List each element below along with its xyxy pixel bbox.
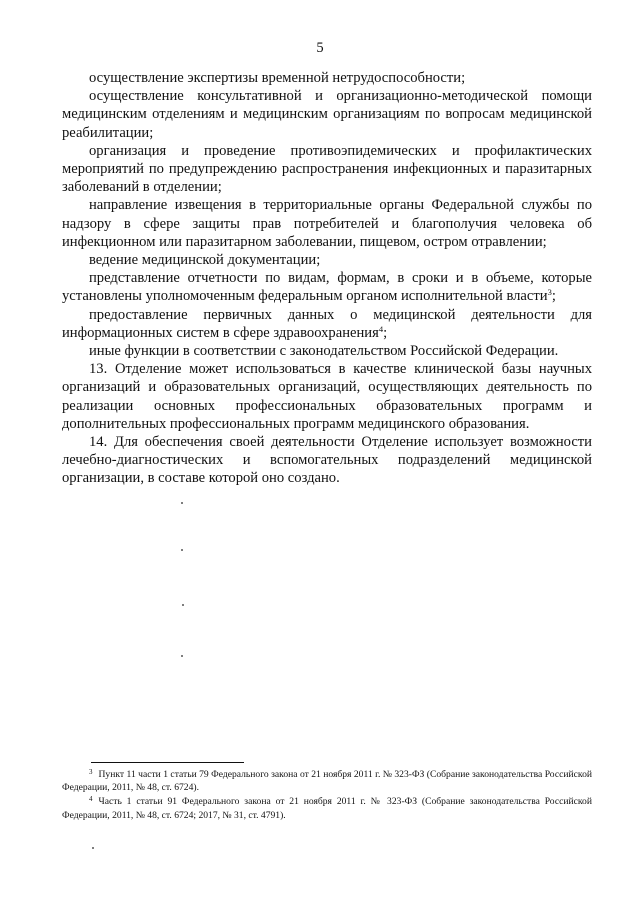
scan-speck bbox=[181, 655, 183, 657]
paragraph-notification-direction bbox=[62, 196, 592, 251]
paragraph-text: ведение медицинской документации; bbox=[89, 252, 321, 269]
footnote-reference-3[interactable]: 3 bbox=[547, 287, 552, 298]
footnote-4 bbox=[62, 795, 592, 821]
paragraph-other-functions bbox=[62, 342, 592, 360]
footnote-reference-4[interactable]: 4 bbox=[378, 323, 384, 334]
document-body bbox=[62, 69, 592, 488]
paragraph-reporting bbox=[62, 269, 592, 305]
paragraph-text: осуществление консультативной и организационно-методической помощи медицинским отделениям и медицинским организациям по вопросам медицинской реабилитации; bbox=[62, 88, 592, 141]
scan-speck bbox=[182, 604, 184, 606]
scan-speck bbox=[92, 847, 94, 849]
paragraph-primary-data bbox=[62, 306, 592, 342]
footnote-text: Пункт 11 части 1 статьи 79 Федерального закона от 21 ноября 2011 г. № 323-ФЗ (Собрание законодательства Российской Федерации, 2011, № 48, ст. 6724). bbox=[62, 769, 592, 794]
footnote-mark: 3 bbox=[89, 768, 93, 776]
scan-speck bbox=[181, 502, 183, 504]
paragraph-clinical-base bbox=[62, 360, 592, 433]
page-number: 5 bbox=[316, 40, 324, 56]
paragraph-text: 14. Для обеспечения своей деятельности Отделение использует возможности лечебно-диагностических и вспомогательных подразделений медицинской организации, в составе которой оно создано. bbox=[62, 434, 592, 487]
paragraph-anti-epidemic-measures bbox=[62, 142, 592, 197]
paragraph-text: организация и проведение противоэпидемических и профилактических мероприятий по предупреждению распространения инфекционных и паразитарных заболеваний в отделении; bbox=[62, 142, 592, 196]
paragraph-text: представление отчетности по видам, формам, в сроки и в объеме, которые установлены уполномоченным федеральным органом исполнительной власти bbox=[62, 270, 592, 305]
paragraph-text: направление извещения в территориальные органы Федеральной службы по надзору в сфере защиты прав потребителей и благополучия человека об инфекционном или паразитарном заболевании, пищевом, остром отравлении; bbox=[62, 197, 592, 250]
paragraph-medical-documentation bbox=[62, 251, 592, 269]
paragraph-consultative-help bbox=[62, 87, 592, 142]
footnote-separator bbox=[91, 762, 244, 763]
paragraph-tail: ; bbox=[551, 288, 556, 305]
paragraph-tail: ; bbox=[383, 324, 388, 341]
paragraph-temporary-disability-expertise bbox=[62, 69, 592, 87]
footnotes-section bbox=[62, 768, 592, 823]
footnote-text: Часть 1 статьи 91 Федерального закона от 21 ноября 2011 г. № 323-ФЗ (Собрание законодательства Российской Федерации, 2011, № 48, ст. 6724; 2017, № 31, ст. 4791). bbox=[62, 796, 592, 821]
paragraph-text: 13. Отделение может использоваться в качестве клинической базы научных организаций и образовательных организаций, осуществляющих деятельность по реализации основных профессиональных образовательных программ и дополнительных профессиональных программ медицинского образования. bbox=[62, 361, 592, 432]
scan-speck bbox=[181, 549, 183, 551]
footnote-3 bbox=[62, 768, 592, 794]
paragraph-text: иные функции в соответствии с законодательством Российской Федерации. bbox=[89, 343, 559, 360]
paragraph-support-units bbox=[62, 433, 592, 488]
paragraph-text: предоставление первичных данных о медицинской деятельности для информационных систем в сфере здравоохранения bbox=[62, 306, 592, 341]
paragraph-text: осуществление экспертизы временной нетрудоспособности; bbox=[89, 70, 466, 86]
footnote-mark: 4 bbox=[89, 795, 93, 804]
